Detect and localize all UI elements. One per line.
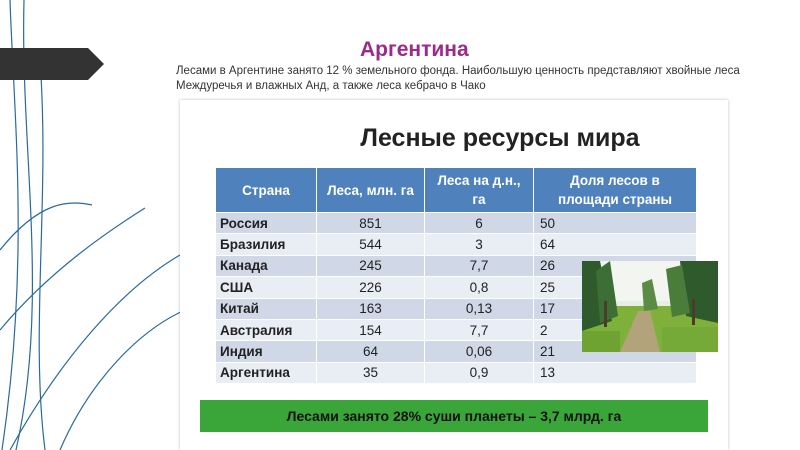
cell-forest-share: 64 xyxy=(534,233,697,254)
cell-forest-area: 154 xyxy=(317,319,425,340)
cell-forest-per-capita: 0,13 xyxy=(425,298,534,319)
table-row xyxy=(216,233,697,254)
cell-country: Канада xyxy=(216,255,317,276)
cell-forest-per-capita: 3 xyxy=(425,233,534,254)
cell-forest-share: 2 xyxy=(534,319,697,340)
header-country: Страна xyxy=(216,168,317,212)
cell-forest-per-capita: 0,8 xyxy=(425,276,534,297)
cell-forest-share: 17 xyxy=(534,298,697,319)
card-title: Лесные ресурсы мира xyxy=(360,124,640,152)
forest-coverage-banner: Лесами занято 28% суши планеты – 3,7 млрд. га xyxy=(200,400,708,432)
cell-forest-per-capita: 0,9 xyxy=(425,362,534,383)
cell-forest-share: 25 xyxy=(534,276,697,297)
table-header-row xyxy=(216,168,697,212)
cell-country: Аргентина xyxy=(216,362,317,383)
cell-country: Бразилия xyxy=(216,233,317,254)
slide-title: Аргентина xyxy=(360,38,469,61)
slide-subtitle: Лесами в Аргентине занято 12 % земельного фонда. Наибольшую ценность представляют хвойные леса Междуречья и влажных Анд, а также леса кебрачо в Чако xyxy=(176,65,740,92)
cell-forest-per-capita: 6 xyxy=(425,212,534,233)
cell-forest-area: 163 xyxy=(317,298,425,319)
forest-path-photo xyxy=(582,261,718,352)
cell-forest-area: 245 xyxy=(317,255,425,276)
cell-country: Россия xyxy=(216,212,317,233)
table-row xyxy=(216,212,697,233)
cell-forest-per-capita: 7,7 xyxy=(425,319,534,340)
title-arrow-bar xyxy=(0,48,104,80)
header-forest-share: Доля лесов в площади страны xyxy=(534,168,697,212)
header-forest-area: Леса, млн. га xyxy=(317,168,425,212)
header-forest-per-capita: Леса на д.н., га xyxy=(425,168,534,212)
cell-forest-share: 26 xyxy=(534,255,697,276)
cell-country: США xyxy=(216,276,317,297)
table-row xyxy=(216,362,697,383)
cell-country: Китай xyxy=(216,298,317,319)
cell-forest-share: 13 xyxy=(534,362,697,383)
cell-forest-area: 544 xyxy=(317,233,425,254)
cell-forest-per-capita: 7,7 xyxy=(425,255,534,276)
cell-forest-share: 21 xyxy=(534,340,697,361)
cell-forest-area: 64 xyxy=(317,340,425,361)
cell-forest-area: 226 xyxy=(317,276,425,297)
cell-forest-per-capita: 0,06 xyxy=(425,340,534,361)
cell-forest-area: 851 xyxy=(317,212,425,233)
cell-forest-share: 50 xyxy=(534,212,697,233)
cell-country: Австралия xyxy=(216,319,317,340)
cell-country: Индия xyxy=(216,340,317,361)
cell-forest-area: 35 xyxy=(317,362,425,383)
